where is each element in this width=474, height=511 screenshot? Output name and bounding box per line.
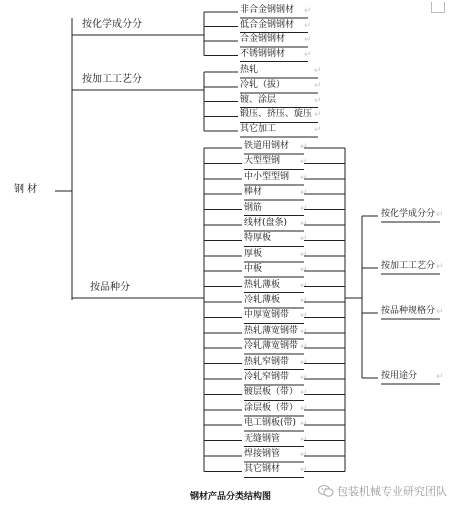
product-item: 棒材 [244,187,263,198]
product-sub-item: 按品种规格分 [381,306,436,316]
product-item: 热轧薄板 [244,279,281,290]
paragraph-mark: ↵ [300,249,308,260]
paragraph-mark: ↵ [300,357,308,368]
product-item: 厚板 [244,248,263,259]
product-item: 无缝钢管 [244,433,281,444]
product-item: 大型型钢 [244,156,281,167]
paragraph-mark: ↵ [300,450,308,460]
product-sub-item: 按化学成分分 [381,209,436,219]
composition-label: 按化学成分分 [82,19,142,30]
process-item: 热轧 [240,65,259,75]
process-item: 其它加工 [240,124,277,135]
product-item: 铁道用钢材 [244,141,290,151]
wechat-icon [318,484,334,498]
paragraph-mark: ↵ [304,49,312,60]
product-item: 热轧薄宽钢带 [244,325,299,336]
product-item: 焊接钢管 [244,449,281,459]
product-item: 电工钢板(带) [244,418,297,429]
product-label: 按品种分 [90,282,130,293]
composition-item: 合金钢钢材 [240,34,286,44]
process-item: 锻压、挤压、旋压 [240,109,313,120]
product-item: 涂层板（带） [244,402,299,413]
process-label: 按加工工艺分 [82,74,142,85]
paragraph-mark: ↵ [300,373,308,383]
watermark-text: 包装机械专业研究团队 [337,485,447,498]
paragraph-mark: ↵ [304,6,312,16]
composition-item: 非合金钢钢材 [240,5,295,15]
paragraph-mark: ↵ [300,234,308,245]
paragraph-mark: ↵ [300,157,308,168]
product-item: 线材(盘条) [244,218,288,228]
paragraph-mark: ↵ [300,434,308,445]
paragraph-mark: ↵ [304,20,312,31]
paragraph-mark: ↵ [314,125,322,136]
product-sub-item: 按用途分 [381,371,418,381]
composition-item: 不锈钢钢材 [240,48,286,59]
paragraph-mark: ↵ [300,172,308,183]
paragraph-mark: ↵ [300,419,308,430]
paragraph-mark: ↵ [300,311,308,322]
page-corner-mark [431,2,445,13]
paragraph-mark: ↵ [300,326,308,337]
root-label: 钢 材 [14,184,38,195]
paragraph-mark: ↵ [314,80,322,91]
product-item: 冷轧薄板 [244,295,281,305]
paragraph-mark: ↵ [436,262,444,272]
paragraph-mark: ↵ [314,95,322,106]
paragraph-mark: ↵ [300,280,308,291]
diagram-caption: 钢材产品分类结构图 [190,492,272,502]
paragraph-mark: ↵ [300,388,308,399]
process-item: 镀、涂层 [240,94,277,105]
process-item: 冷轧（拔） [240,79,286,90]
product-item: 中小型型钢 [244,171,290,182]
paragraph-mark: ↵ [436,372,444,382]
paragraph-mark: ↵ [300,403,308,414]
paragraph-mark: ↵ [300,265,308,276]
paragraph-mark: ↵ [300,296,308,306]
product-item: 冷轧薄宽钢带 [244,341,299,352]
product-item: 镀层板（带） [244,387,299,398]
watermark [318,483,447,499]
product-item: 冷轧窄钢带 [244,372,290,382]
paragraph-mark: ↵ [300,342,308,353]
product-item: 热轧窄钢带 [244,356,290,367]
paragraph-mark: ↵ [300,142,308,152]
paragraph-mark: ↵ [304,35,312,45]
product-item: 钢筋 [244,202,263,213]
product-sub-item: 按加工工艺分 [381,261,436,271]
paragraph-mark: ↵ [300,219,308,229]
product-item: 中厚宽钢带 [244,310,290,321]
paragraph-mark: ↵ [314,110,322,121]
paragraph-mark: ↵ [300,203,308,214]
composition-item: 低合金钢钢材 [240,19,295,30]
product-item: 特厚板 [244,233,272,244]
paragraph-mark: ↵ [314,66,322,76]
paragraph-mark: ↵ [300,188,308,199]
paragraph-mark: ↵ [436,307,444,317]
product-item: 中板 [244,264,263,275]
paragraph-mark: ↵ [300,465,308,476]
product-item: 其它钢材 [244,464,281,475]
paragraph-mark: ↵ [436,210,444,220]
